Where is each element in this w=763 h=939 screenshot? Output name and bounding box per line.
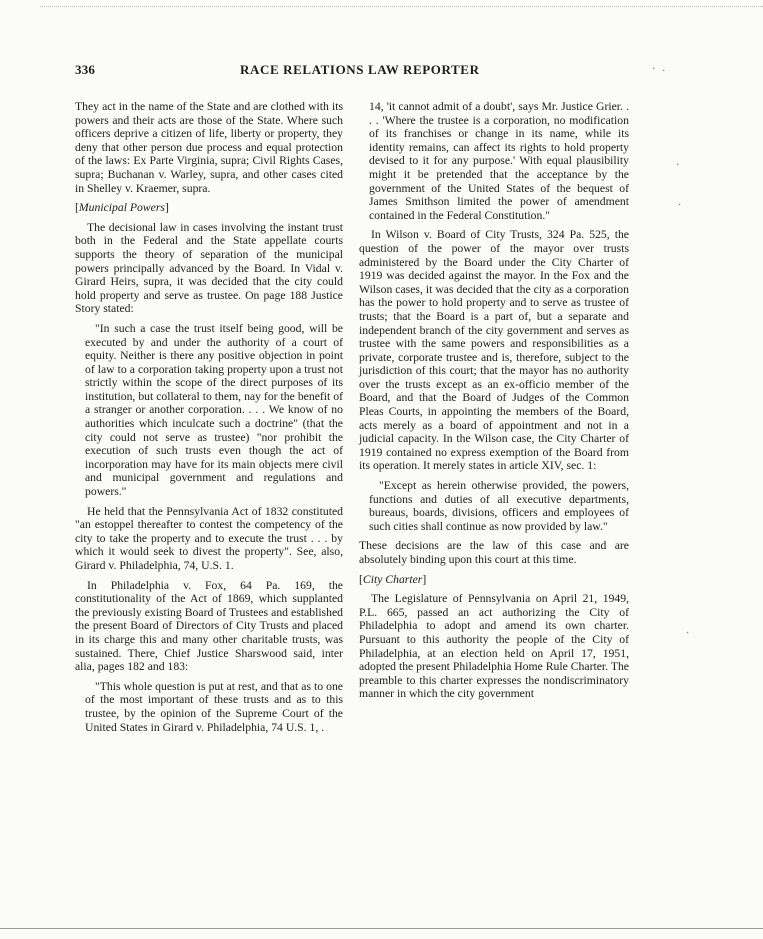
section-heading-city-charter: [City Charter] [359,572,427,586]
scan-speck: · [676,160,680,171]
paragraph: In Philadelphia v. Fox, 64 Pa. 169, the constitutionality of the Act of 1869, which supplanted the previously existing Board of Trustees and established the present Board of Directors of City Trusts and placed in its charge this and many other charitable trusts, was sustained. There, Chief Justice Sharswood said, inter alia, pages 182 and 183: [75,578,343,674]
scan-speck: · [686,628,690,639]
paragraph: In Wilson v. Board of City Trusts, 324 Pa. 525, the question of the power of the mayor over trusts administered by the Board under the City Charter of 1919 was decided against the mayor. In the Fox and the Wilson cases, it was decided that the city as a corporation has the power to hold property and to serve as trustee of trusts; that the Board is a part of, but a separate and independent branch of the city government and serves as trustee with the same powers and responsibilities as a private, corporate trustee and is, therefore, subject to the jurisdiction of this court; that the mayor has no authority over the trusts except as an ex-officio member of the Board, and that the Board of Judges of the Common Pleas Courts, in appointing the members of the Board, acts merely as a board of appointment and not in a judicial capacity. In the Wilson case, the City Charter of 1919 contained no express exemption of the Board from its operation. It merely states in article XIV, sec. 1: [359,228,629,473]
block-quote: "This whole question is put at rest, and that as to one of the most important of these trusts and as to this trustee, by the opinion of the Supreme Court of the United States in Girard v. Philadelphia, 74 U.S. 1, . [85,679,343,734]
block-quote-continued: 14, 'it cannot admit of a doubt', says Mr. Justice Grier. . . . 'Where the trustee is a corporation, no modification of its franchises or change in its name, while its identity remains, can affect its rights to hold property devised to it for any purpose.' With equal plausibility might it be pretended that the acceptance by the government of the United States of the bequest of James Smithson limited the power of amendment contained in the Federal Constitution." [369,100,629,222]
block-quote: "Except as herein otherwise provided, the powers, functions and duties of all executive departments, bureaus, boards, divisions, officers and employees of such cities shall continue as now provided by law." [369,479,629,533]
paragraph: They act in the name of the State and are clothed with its powers and their acts are those of the State. Where such officers deprive a citizen of life, liberty or property, they deny that other person due process and equal protection of the laws: Ex Parte Virginia, supra; Civil Rights Cases, supra; Buchanan v. Warley, supra, and other cases cited in Shelley v. Kraemer, supra. [75,100,343,195]
paragraph: He held that the Pennsylvania Act of 1832 constituted "an estoppel thereafter to contest the competency of the city to take the property and to execute the trust . . . by which it would seek to divest the property". See, also, Girard v. Philadelphia, 74, U.S. 1. [75,504,343,572]
left-column [75,100,343,740]
scan-edge [40,6,763,7]
scan-speck: · [662,66,666,77]
scan-speck: · [652,64,656,75]
paragraph: The Legislature of Pennsylvania on April 21, 1949, P.L. 665, passed an act authorizing the City of Philadelphia to adopt and amend its own charter. Pursuant to this authority the people of the City of Philadelphia, at an election held on April 17, 1951, adopted the present Philadelphia Home Rule Charter. The preamble to this charter expresses the nondiscriminatory manner in which the city government [359,592,629,701]
block-quote: "In such a case the trust itself being good, will be executed by and under the authority of a court of equity. Neither is there any positive objection in point of law to a corporation taking property upon a trust not strictly within the scope of the direct purposes of its institution, but collateral to them, nay for the benefit of a stranger or another corporation. . . . We know of no authorities which inculcate such a doctrine" (that the city could not serve as trustee) "nor prohibit the execution of such trusts even though the act of incorporation may have for its main objects mere civil and municipal government and regulations and powers." [85,321,343,499]
right-column [359,100,629,707]
scan-speck: · [678,200,682,211]
paragraph: These decisions are the law of this case and are absolutely binding upon this court at this time. [359,539,629,566]
scan-bottom-edge [0,928,763,929]
running-title: RACE RELATIONS LAW REPORTER [240,62,480,77]
page-number: 336 [75,62,96,77]
section-heading-municipal-powers: [Municipal Powers] [75,201,169,215]
paragraph: The decisional law in cases involving the instant trust both in the Federal and the State appellate courts supports the theory of separation of the municipal powers principally advanced by the Board. In Vidal v. Girard Heirs, supra, it was decided that the city could hold property and serve as trustee. On page 188 Justice Story stated: [75,220,343,316]
